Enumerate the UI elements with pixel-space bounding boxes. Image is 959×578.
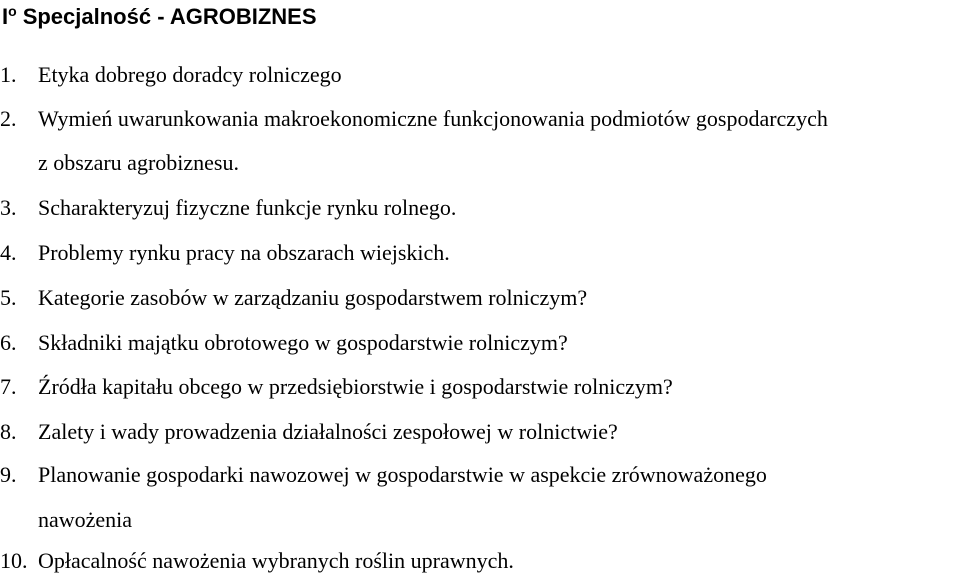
item-text: Wymień uwarunkowania makroekonomiczne funkcjonowania podmiotów gospodarczych <box>38 106 828 131</box>
item-number: 7. <box>0 374 17 399</box>
item-number: 3. <box>0 195 17 220</box>
heading-numeral: I <box>2 4 9 29</box>
item-number: 6. <box>0 330 17 355</box>
item-number: 8. <box>0 419 17 444</box>
item-number: 1. <box>0 62 17 87</box>
item-number: 5. <box>0 285 17 310</box>
item-text: Zalety i wady prowadzenia działalności zespołowej w rolnictwie? <box>38 419 618 444</box>
item-number: 2. <box>0 106 17 131</box>
item-text: nawożenia <box>38 507 133 532</box>
heading-superscript: o <box>8 2 17 19</box>
item-text: Opłacalność nawożenia wybranych roślin uprawnych. <box>38 548 514 573</box>
item-text: Kategorie zasobów w zarządzaniu gospodarstwem rolniczym? <box>38 285 588 310</box>
item-number: 4. <box>0 240 17 265</box>
item-number: 9. <box>0 462 17 487</box>
item-text: Planowanie gospodarki nawozowej w gospodarstwie w aspekcie zrównoważonego <box>38 462 767 487</box>
heading-title: Specjalność - AGROBIZNES <box>22 4 317 29</box>
item-text: z obszaru agrobiznesu. <box>38 150 239 175</box>
item-text: Etyka dobrego doradcy rolniczego <box>38 62 342 87</box>
item-text: Scharakteryzuj fizyczne funkcje rynku rolnego. <box>38 195 457 220</box>
document-heading <box>2 2 317 32</box>
item-text: Źródła kapitału obcego w przedsiębiorstwie i gospodarstwie rolniczym? <box>38 374 673 399</box>
item-text: Składniki majątku obrotowego w gospodarstwie rolniczym? <box>38 330 568 355</box>
item-text: Problemy rynku pracy na obszarach wiejskich. <box>38 240 450 265</box>
item-number: 10. <box>0 548 28 573</box>
